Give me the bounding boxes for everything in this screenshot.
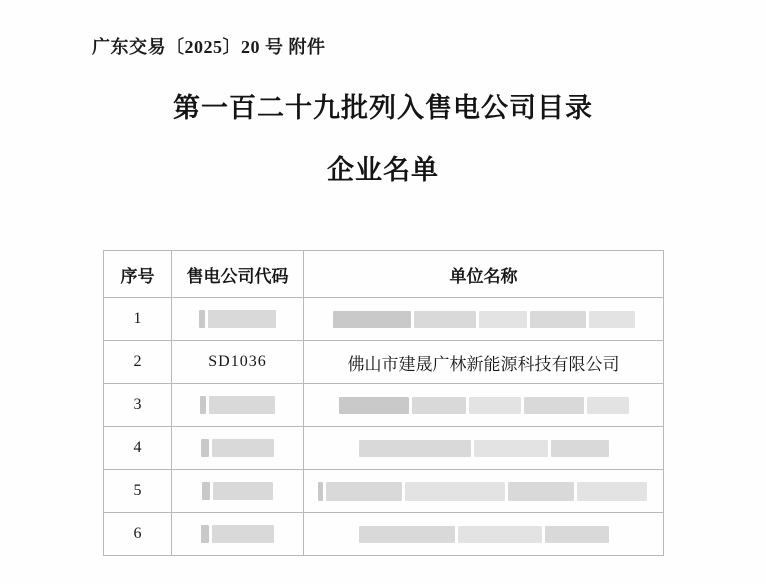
company-listing-table <box>103 250 664 556</box>
cell-name-redacted <box>304 384 664 427</box>
redaction-block <box>469 397 521 414</box>
redaction-block <box>405 482 505 501</box>
table-row <box>104 427 664 470</box>
redaction-block <box>212 525 274 543</box>
redaction-block <box>508 482 574 501</box>
cell-index: 2 <box>104 341 172 384</box>
cell-code-redacted <box>172 298 304 341</box>
table-row <box>104 470 664 513</box>
table-row <box>104 298 664 341</box>
document-subtitle: 企业名单 <box>327 155 439 185</box>
cell-index: 1 <box>104 298 172 341</box>
cell-index: 3 <box>104 384 172 427</box>
cell-name: 佛山市建晟广林新能源科技有限公司 <box>304 341 664 384</box>
redaction-block <box>359 440 471 457</box>
redaction-block <box>201 525 209 543</box>
cell-name-redacted <box>304 427 664 470</box>
redaction-block <box>545 526 609 543</box>
redaction-block <box>587 397 629 414</box>
company-listing-table-wrapper <box>103 250 663 556</box>
table-header-row <box>104 251 664 298</box>
redaction-block <box>524 397 584 414</box>
redaction-block <box>589 311 635 328</box>
redaction-block <box>208 310 276 328</box>
cell-code-redacted <box>172 427 304 470</box>
column-header-code: 售电公司代码 <box>172 251 304 298</box>
redaction-block <box>359 526 455 543</box>
redaction-block <box>333 311 411 328</box>
cell-name-redacted <box>304 298 664 341</box>
table-row <box>104 513 664 556</box>
redaction-block <box>474 440 548 457</box>
cell-index: 4 <box>104 427 172 470</box>
cell-code-redacted <box>172 470 304 513</box>
cell-code-redacted <box>172 384 304 427</box>
column-header-index: 序号 <box>104 251 172 298</box>
redaction-block <box>201 439 209 457</box>
cell-index: 6 <box>104 513 172 556</box>
redaction-block <box>209 396 275 414</box>
cell-code-redacted <box>172 513 304 556</box>
cell-code: SD1036 <box>172 341 304 384</box>
redaction-block <box>318 482 323 501</box>
redaction-block <box>212 439 274 457</box>
cell-index: 5 <box>104 470 172 513</box>
document-reference: 广东交易〔2025〕20 号 附件 <box>92 37 326 57</box>
redaction-block <box>414 311 476 328</box>
redaction-block <box>577 482 647 501</box>
redaction-block <box>412 397 466 414</box>
document-title: 第一百二十九批列入售电公司目录 <box>173 93 593 123</box>
redaction-block <box>213 482 273 500</box>
redaction-block <box>479 311 527 328</box>
cell-name-redacted <box>304 513 664 556</box>
redaction-block <box>530 311 586 328</box>
redaction-block <box>551 440 609 457</box>
cell-name-redacted <box>304 470 664 513</box>
table-row <box>104 341 664 384</box>
redaction-block <box>199 310 205 328</box>
redaction-block <box>202 482 210 500</box>
redaction-block <box>458 526 542 543</box>
redaction-block <box>339 397 409 414</box>
table-row <box>104 384 664 427</box>
redaction-block <box>200 396 206 414</box>
column-header-name: 单位名称 <box>304 251 664 298</box>
redaction-block <box>326 482 402 501</box>
